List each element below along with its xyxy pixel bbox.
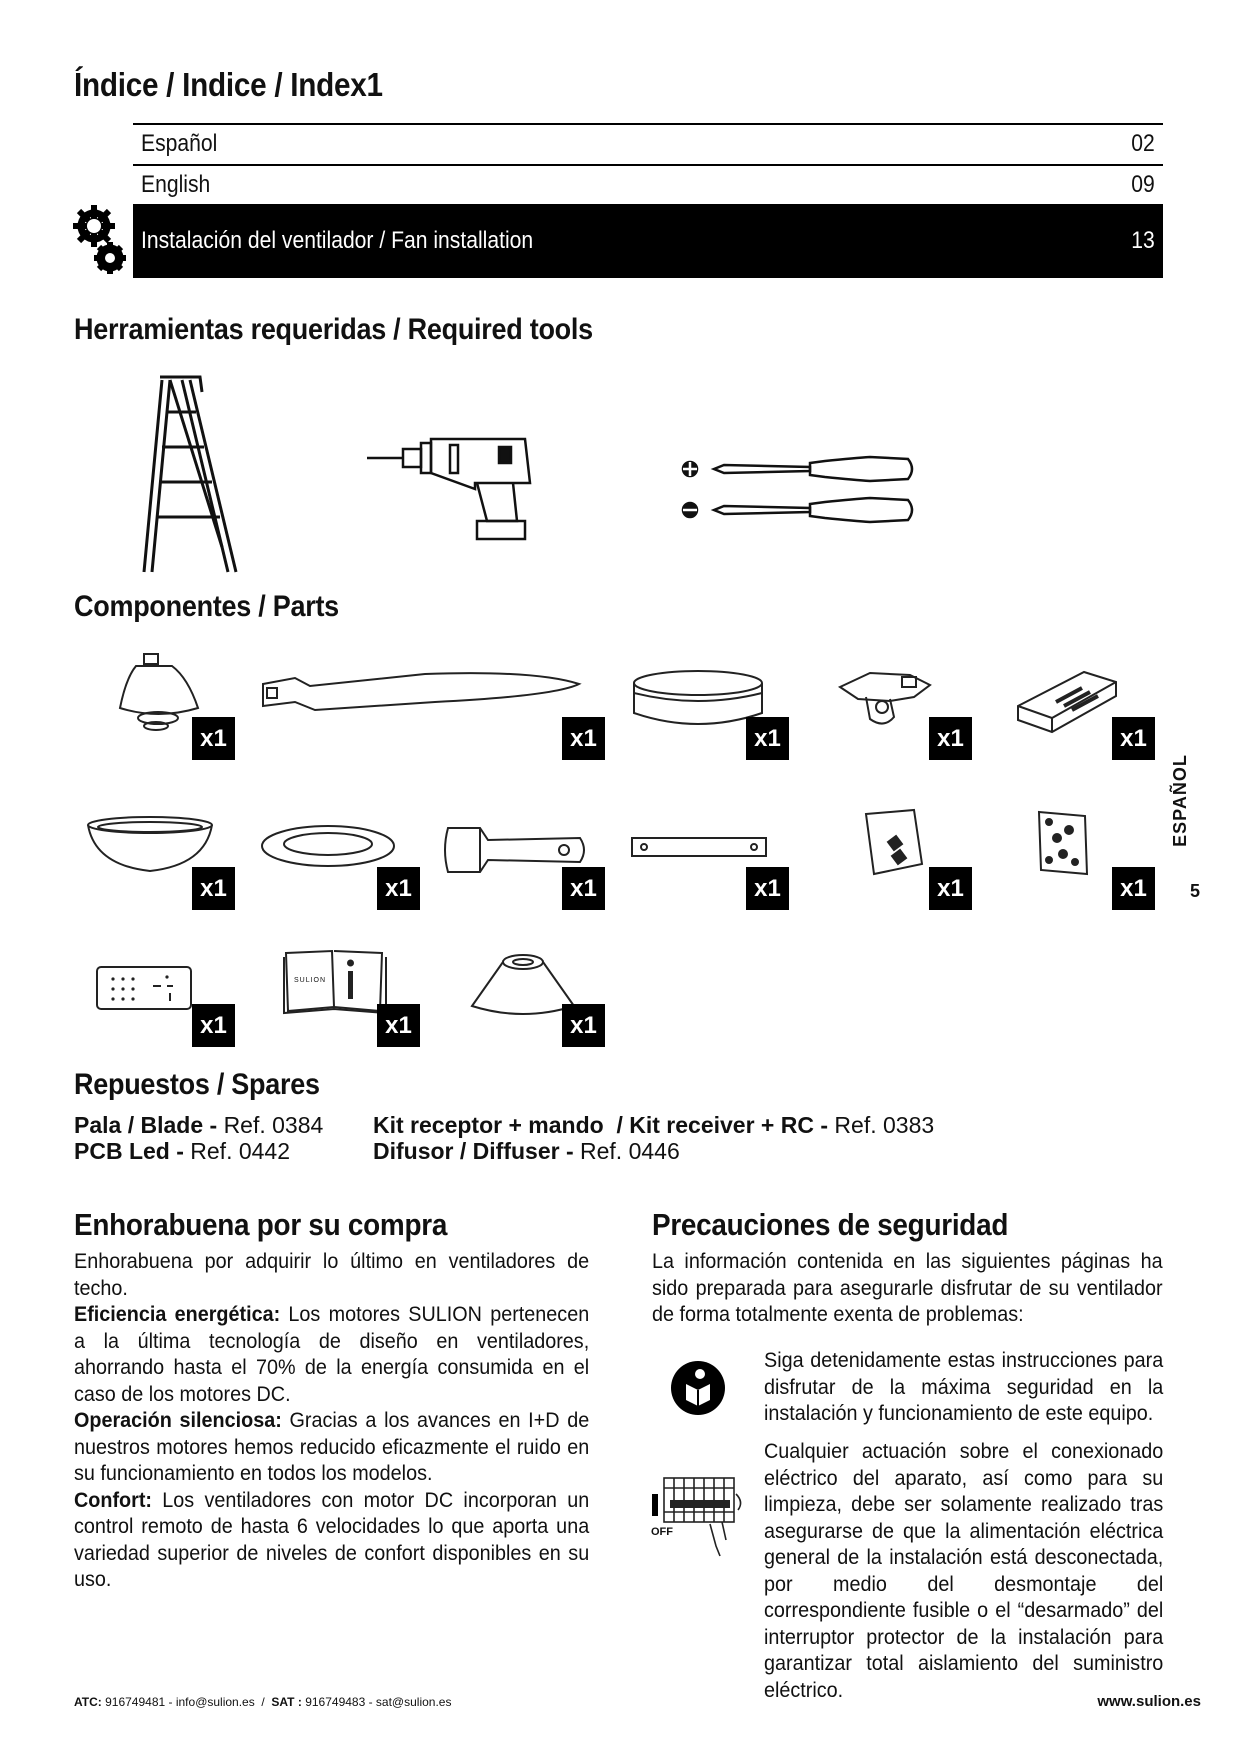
sat-label: SAT : [271, 1695, 302, 1709]
index-title: Índice / Indice / Index1 [74, 66, 383, 103]
spare-ref: Ref. 0446 [580, 1138, 680, 1164]
congrats-intro: Enhorabuena por adquirir lo último en ventiladores de techo. [74, 1249, 590, 1300]
gears-icon [72, 202, 128, 278]
qty-badge: x1 [929, 867, 972, 910]
spare-label: PCB Led - [74, 1138, 184, 1164]
index-row-label: Español [141, 130, 218, 157]
qty-badge: x1 [377, 1004, 420, 1047]
index-row-espanol[interactable] [133, 124, 1163, 164]
qty-badge: x1 [929, 717, 972, 760]
remote-control-part [95, 965, 195, 1013]
qty-badge: x1 [192, 717, 235, 760]
efficiency-text: Los motores SULION pertenecen a la última tecnología de diseño en ventiladores, ahorrando hasta el 70% de la energía consumida en el caso de los motores DC. [74, 1302, 590, 1406]
read-manual-icon [670, 1360, 726, 1416]
safety-item-2: Cualquier actuación sobre el conexionado eléctrico del aparato, así como para su limpieza, debe ser solamente realizado tras asegurarse de que la alimentación eléctrica general de la instalación está desconectada, por medio del desmontaje del correspondiente fusible o el “desarmado” del interruptor protector de la instalación para garantizar total aislamiento del suministro eléctrico. [764, 1439, 1164, 1702]
qty-badge: x1 [192, 1004, 235, 1047]
comfort-text: Los ventiladores con motor DC incorporan un control remoto de hasta 6 velocidades lo que aporta una variedad superior de niveles de confort disponibles en su uso. [74, 1487, 590, 1591]
index-row-label: Instalación del ventilador / Fan installation [141, 227, 534, 254]
spare-ref: Ref. 0383 [834, 1112, 935, 1138]
congrats-title: Enhorabuena por su compra [74, 1207, 448, 1242]
index-row-label: English [141, 171, 211, 198]
index-row-english[interactable] [133, 164, 1163, 204]
qty-badge: x1 [192, 867, 235, 910]
spare-ref: Ref. 0442 [190, 1138, 291, 1164]
tools-title: Herramientas requeridas / Required tools [74, 313, 593, 346]
spare-kit [373, 1112, 934, 1138]
page-number: 5 [1190, 881, 1201, 901]
parts-title: Componentes / Parts [74, 590, 339, 623]
ladder-icon [140, 372, 240, 577]
bowl-part [85, 815, 215, 875]
index-row-page: 09 [1131, 171, 1155, 198]
spare-pcb [74, 1138, 290, 1164]
efficiency-label: Eficiencia energética: [74, 1302, 281, 1326]
sulion-logo: SULION [293, 977, 327, 984]
drill-icon [365, 433, 535, 543]
language-tab: ESPAÑOL [1170, 754, 1191, 847]
qty-badge: x1 [746, 867, 789, 910]
silent-text: Gracias a los avances en I+D de nuestros motores hemos reducido eficazmente el ruido en su funcionamiento en todos los modelos. [74, 1408, 590, 1485]
qty-badge: x1 [562, 717, 605, 760]
safety-title: Precauciones de seguridad [652, 1207, 1009, 1242]
atc-text: 916749481 - info@sulion.es / [101, 1695, 272, 1709]
blade-part [255, 672, 585, 718]
silent-label: Operación silenciosa: [74, 1408, 282, 1432]
comfort-label: Confort: [74, 1487, 152, 1512]
qty-badge: x1 [746, 717, 789, 760]
spare-label: Difusor / Diffuser - [373, 1138, 574, 1164]
off-label: OFF [651, 1526, 673, 1538]
screwdrivers-icon [680, 455, 920, 527]
sat-text: 916749483 - sat@sulion.es [301, 1695, 452, 1709]
breaker-icon [650, 1476, 750, 1560]
manual-booklet [282, 947, 388, 1015]
qty-badge: x1 [377, 867, 420, 910]
safety-item-1: Siga detenidamente estas instrucciones para disfrutar de la máxima seguridad en la instalación y funcionamiento de este equipo. [764, 1348, 1164, 1425]
index-row-installation[interactable] [133, 204, 1163, 278]
breaker-illustration [650, 1476, 750, 1560]
spare-blade [74, 1112, 323, 1138]
congrats-body [74, 1248, 589, 1593]
screws-part [1035, 808, 1091, 878]
spare-ref: Ref. 0384 [223, 1112, 324, 1138]
qty-badge: x1 [1112, 867, 1155, 910]
mounting-bracket-part [830, 667, 940, 737]
index-row-page: 13 [1131, 227, 1155, 254]
footer-contacts [74, 1695, 451, 1736]
spares-title: Repuestos / Spares [74, 1068, 320, 1101]
screw-pack-part [862, 808, 926, 878]
receiver-box-part [1012, 666, 1122, 736]
qty-badge: x1 [1112, 717, 1155, 760]
index-row-page: 02 [1131, 130, 1155, 157]
qty-badge: x1 [562, 867, 605, 910]
atc-label: ATC: [74, 1695, 102, 1709]
extension-rod-part [630, 836, 770, 860]
safety-intro: La información contenida en las siguientes páginas ha sido preparada para asegurarle disfrutar de su ventilador de forma totalmente exenta de problemas: [652, 1249, 1163, 1326]
spare-diffuser [373, 1138, 680, 1164]
qty-badge: x1 [562, 1004, 605, 1047]
spare-label: Kit receptor + mando / Kit receiver + RC - [373, 1112, 829, 1138]
website-link[interactable]: www.sulion.es [1097, 1693, 1201, 1710]
spare-label: Pala / Blade - [74, 1112, 218, 1138]
ring-part [258, 822, 398, 870]
